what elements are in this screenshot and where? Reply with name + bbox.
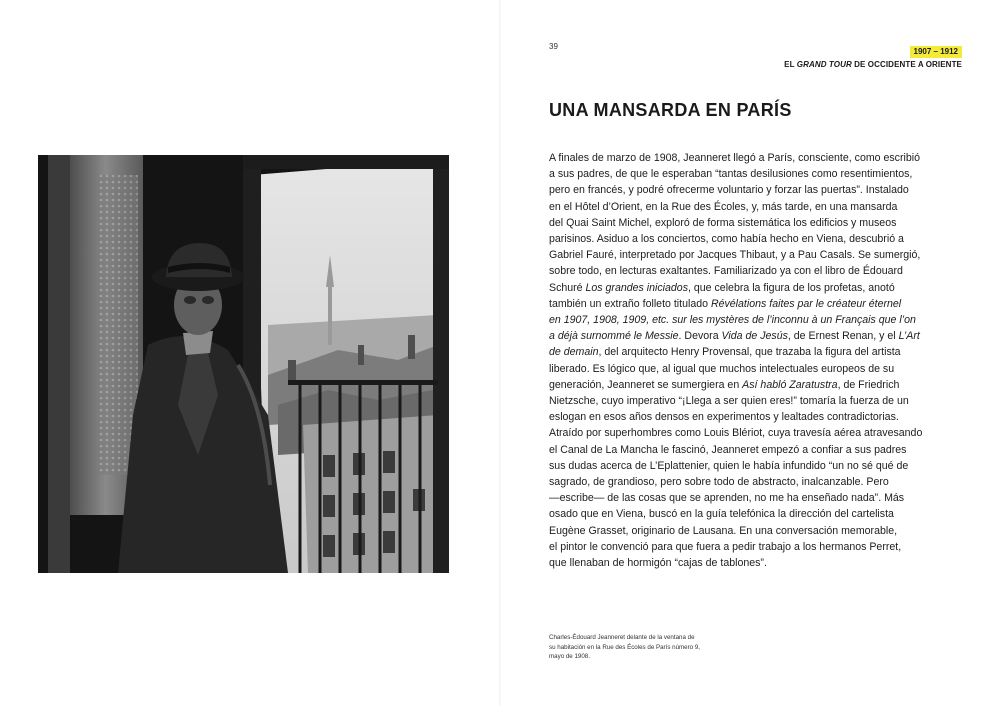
body-run: liberado. Es lógico que, al igual que muchos intelectuales europeos de su xyxy=(549,362,895,375)
caption-line: mayo de 1908. xyxy=(549,653,590,661)
body-line xyxy=(549,231,967,247)
photo-caption xyxy=(549,633,739,662)
body-run: sobre todo, en lecturas exaltantes. Familiarizado ya con el libro de Édouard xyxy=(549,265,903,278)
body-line xyxy=(549,409,967,425)
body-line xyxy=(549,296,967,312)
body-line xyxy=(549,263,967,279)
body-italic-run: Révélations faites par le créateur éternel xyxy=(710,297,902,310)
body-run: el Canal de La Mancha le fascinó, Jeanneret empezó a confiar a sus padres xyxy=(549,443,907,456)
body-line xyxy=(549,377,967,393)
body-run: , del arquitecto Henry Provensal, que trazaba la figura del artista xyxy=(598,346,901,359)
body-run: el pintor le convenció para que fuera a pedir trabajo a los hermanos Perret, xyxy=(549,540,902,553)
section-heading: UNA MANSARDA EN PARÍS xyxy=(549,100,792,120)
body-run: Atraído por superhombres como Louis Blériot, cuya travesía aérea atravesando xyxy=(549,427,923,440)
running-title-post: DE OCCIDENTE A ORIENTE xyxy=(851,60,962,69)
body-run: , de Ernest Renan, y el xyxy=(787,330,899,343)
body-line xyxy=(549,247,967,263)
body-run: generación, Jeanneret se sumergiera en xyxy=(549,378,743,391)
running-title-emphasis: GRAND TOUR xyxy=(796,60,852,69)
body-line xyxy=(549,150,967,166)
body-run: Nietzsche, cuyo imperativo “¡Llega a ser quien eres!” tomaría la fuerza de un xyxy=(549,395,909,408)
body-italic-run: Así habló Zaratustra xyxy=(742,378,838,391)
body-line xyxy=(549,523,967,539)
body-run: Gabriel Fauré, interpretado por Jacques Thibaut, y a Pau Casals. Se sumergió, xyxy=(549,249,921,262)
body-run: Eugène Grasset, originario de Lausana. En una conversación memorable, xyxy=(549,524,898,537)
body-line xyxy=(549,555,967,571)
body-line xyxy=(549,166,967,182)
body-run: del Quai Saint Michel, exploró de forma sistemática los edificios y museos xyxy=(549,216,897,229)
body-paragraph xyxy=(549,150,967,571)
body-line xyxy=(549,215,967,231)
caption-line: su habitación en la Rue des Écoles de París número 9, xyxy=(549,643,700,651)
body-line xyxy=(549,539,967,555)
body-line xyxy=(549,425,967,441)
body-run: . Devora xyxy=(678,330,722,343)
body-line xyxy=(549,458,967,474)
page-gutter xyxy=(499,0,501,706)
body-line xyxy=(549,393,967,409)
body-line xyxy=(549,474,967,490)
body-italic-run: Vida de Jesús xyxy=(721,330,788,343)
body-run: osado que en Viena, buscó en la guía telefónica la dirección del cartelista xyxy=(549,508,894,521)
body-line xyxy=(549,344,967,360)
body-line xyxy=(549,361,967,377)
body-run: también un extraño folleto titulado xyxy=(549,297,711,310)
body-run: que llenaban de hormigón “cajas de tablones”. xyxy=(549,557,767,570)
body-line xyxy=(549,182,967,198)
years-badge: 1907 – 1912 xyxy=(910,46,963,58)
body-italic-run: de demain xyxy=(549,346,599,359)
body-italic-run: en 1907, 1908, 1909, etc. sur les mystères de l’inconnu à un Français que l’on xyxy=(549,314,916,327)
body-line xyxy=(549,490,967,506)
body-run: a sus padres, de que le esperaban “tantas desilusiones como resentimientos, xyxy=(549,168,913,181)
body-run: sagrado, de grandioso, pero sobre todo de abstracto, inalcanzable. Pero xyxy=(549,476,889,489)
body-line xyxy=(549,328,967,344)
body-run: eslogan en esos años densos en experimentos y lealtades contradictorias. xyxy=(549,411,899,424)
caption-line: Charles-Édouard Jeanneret delante de la ventana de xyxy=(549,634,695,641)
running-head xyxy=(784,41,962,70)
body-line xyxy=(549,442,967,458)
body-run: A finales de marzo de 1908, Jeanneret llegó a París, consciente, como escribió xyxy=(549,152,920,164)
historical-photograph xyxy=(38,155,449,573)
body-run: pero en francés, y podré ofrecerme voluntario y forzar las puertas”. Instalado xyxy=(549,184,909,197)
body-italic-run: L’Art xyxy=(898,330,920,343)
body-run: parisinos. Asiduo a los conciertos, como había hecho en Viena, descubrió a xyxy=(549,233,904,246)
body-run: , de Friedrich xyxy=(837,378,900,391)
body-line xyxy=(549,312,967,328)
body-line xyxy=(549,199,967,215)
body-italic-run: Los grandes iniciados xyxy=(585,281,688,294)
page-number: 39 xyxy=(549,42,558,51)
body-line xyxy=(549,280,967,296)
body-run: sus dudas acerca de L’Eplattenier, quien le había infundido “un no sé qué de xyxy=(549,459,909,472)
body-run: Schuré xyxy=(549,281,586,294)
body-italic-run: a déjà surnommé le Messie xyxy=(549,330,679,343)
body-run: , que celebra la figura de los profetas, anotó xyxy=(688,281,895,294)
body-run: en el Hôtel d’Orient, en la Rue des Écoles, y, más tarde, en una mansarda xyxy=(549,200,898,213)
body-line xyxy=(549,506,967,522)
running-title xyxy=(784,60,962,70)
running-title-pre: EL xyxy=(784,60,797,69)
body-run: —escribe— de las cosas que se aprenden, no me ha enseñado nada”. Más xyxy=(549,492,905,505)
